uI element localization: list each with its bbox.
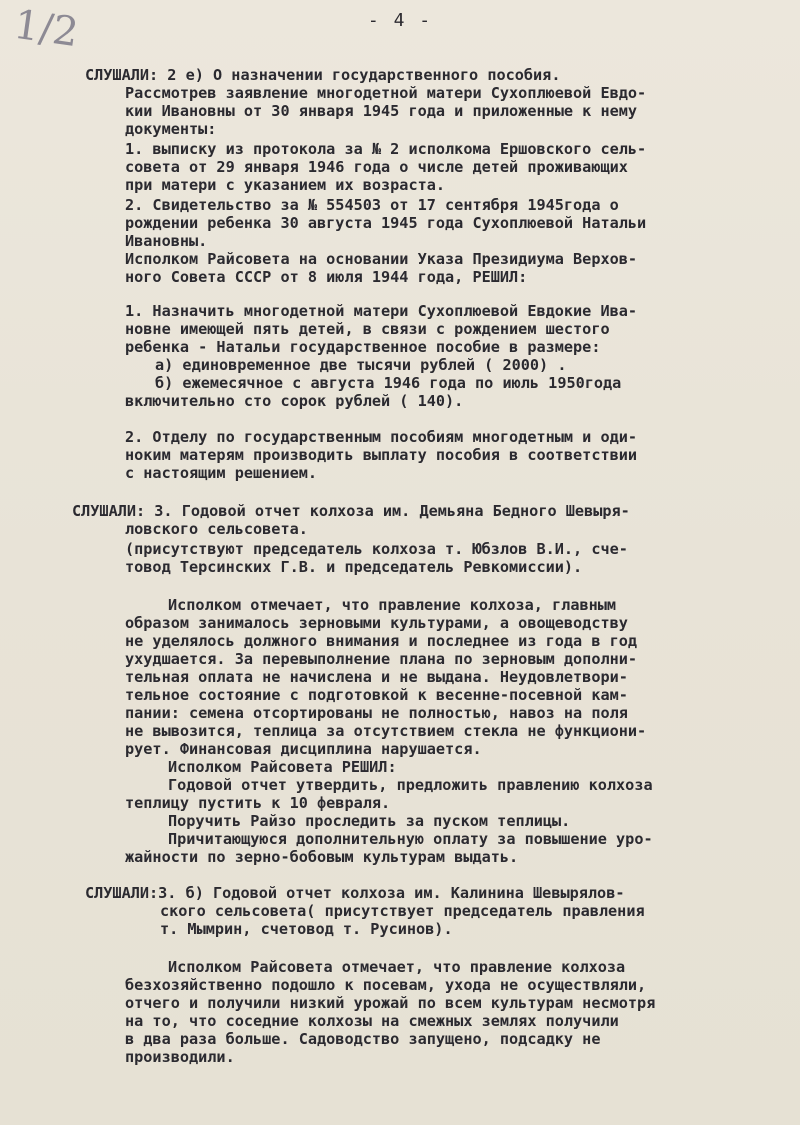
text-line: совета от 29 января 1946 года о числе детей проживающих	[125, 158, 628, 176]
text-line: ребенка - Натальи государственное пособие в размере:	[125, 338, 601, 356]
margin-handwritten-mark: 1/2	[11, 1, 82, 57]
text-line: б) ежемесячное с августа 1946 года по июль 1950года	[155, 374, 622, 392]
text-line: на то, что соседние колхозы на смежных землях получили	[125, 1012, 619, 1030]
text-line: документы:	[125, 120, 217, 138]
text-line: 2. Свидетельство за № 554503 от 17 сентября 1945года о	[125, 196, 619, 214]
text-line: при матери с указанием их возраста.	[125, 176, 446, 194]
text-line: ного Совета СССР от 8 июля 1944 года, РЕШИЛ:	[125, 268, 528, 286]
text-line: (присутствуют председатель колхоза т. Юбзлов В.И., сче-	[125, 540, 628, 558]
text-line: ского сельсовета( присутствует председатель правления	[160, 902, 645, 920]
text-line: 1. выписку из протокола за № 2 исполкома Ершовского сель-	[125, 140, 647, 158]
text-line: Причитающуюся дополнительную оплату за повышение уро-	[168, 830, 653, 848]
text-line: теплицу пустить к 10 февраля.	[125, 794, 391, 812]
text-line: пании: семена отсортированы не полностью, навоз на поля	[125, 704, 628, 722]
text-line: безхозяйственно подошло к посевам, ухода не осуществляли,	[125, 976, 647, 994]
text-line: рождении ребенка 30 августа 1945 года Сухоплюевой Натальи	[125, 214, 647, 232]
text-line: не уделялось должного внимания и последнее из года в год	[125, 632, 638, 650]
text-line: Рассмотрев заявление многодетной матери Сухоплюевой Евдо-	[125, 84, 647, 102]
text-line: а) единовременное две тысячи рублей ( 2000) .	[155, 356, 567, 374]
text-line: не вывозится, теплица за отсутствием стекла не функциони-	[125, 722, 647, 740]
text-line: т. Мымрин, счетовод т. Русинов).	[160, 920, 453, 938]
text-line: Годовой отчет утвердить, предложить правлению колхоза	[168, 776, 653, 794]
text-line: Исполком Райсовета РЕШИЛ:	[168, 758, 397, 776]
text-line: отчего и получили низкий урожай по всем культурам несмотря	[125, 994, 656, 1012]
text-line: ловского сельсовета.	[125, 520, 308, 538]
heard-item-2e-heading: СЛУШАЛИ: 2 е) О назначении государственного пособия.	[85, 66, 561, 84]
text-line: 1. Назначить многодетной матери Сухоплюевой Евдокие Ива-	[125, 302, 638, 320]
text-line: образом занималось зерновыми культурами, а овощеводству	[125, 614, 628, 632]
text-line: ухудшается. За перевыполнение плана по зерновым дополни-	[125, 650, 638, 668]
text-line: товод Терсинских Г.В. и председатель Ревкомиссии).	[125, 558, 583, 576]
text-line: Исполком Райсовета отмечает, что правление колхоза	[168, 958, 626, 976]
text-line: ноким матерям производить выплату пособия в соответствии	[125, 446, 638, 464]
text-line: жайности по зерно-бобовым культурам выдать.	[125, 848, 519, 866]
text-line: Ивановны.	[125, 232, 208, 250]
text-line: тельное состояние с подготовкой к весенне-посевной кам-	[125, 686, 628, 704]
text-line: включительно сто сорок рублей ( 140).	[125, 392, 464, 410]
text-line: с настоящим решением.	[125, 464, 318, 482]
text-line: производили.	[125, 1048, 235, 1066]
page-number: - 4 -	[367, 10, 433, 31]
text-line: рует. Финансовая дисциплина нарушается.	[125, 740, 482, 758]
heard-item-3b-heading: СЛУШАЛИ:3. б) Годовой отчет колхоза им. Калинина Шевырялов-	[85, 884, 625, 902]
text-line: в два раза больше. Садоводство запущено, подсадку не	[125, 1030, 601, 1048]
text-line: тельная оплата не начислена и не выдана. Неудовлетвори-	[125, 668, 628, 686]
heard-item-3-heading: СЛУШАЛИ: 3. Годовой отчет колхоза им. Демьяна Бедного Шевыря-	[72, 502, 630, 520]
text-line: кии Ивановны от 30 января 1945 года и приложенные к нему	[125, 102, 638, 120]
text-line: Исполком отмечает, что правление колхоза, главным	[168, 596, 617, 614]
text-line: Исполком Райсовета на основании Указа Президиума Верхов-	[125, 250, 638, 268]
text-line: новне имеющей пять детей, в связи с рождением шестого	[125, 320, 610, 338]
text-line: Поручить Райзо проследить за пуском теплицы.	[168, 812, 571, 830]
text-line: 2. Отделу по государственным пособиям многодетным и оди-	[125, 428, 638, 446]
